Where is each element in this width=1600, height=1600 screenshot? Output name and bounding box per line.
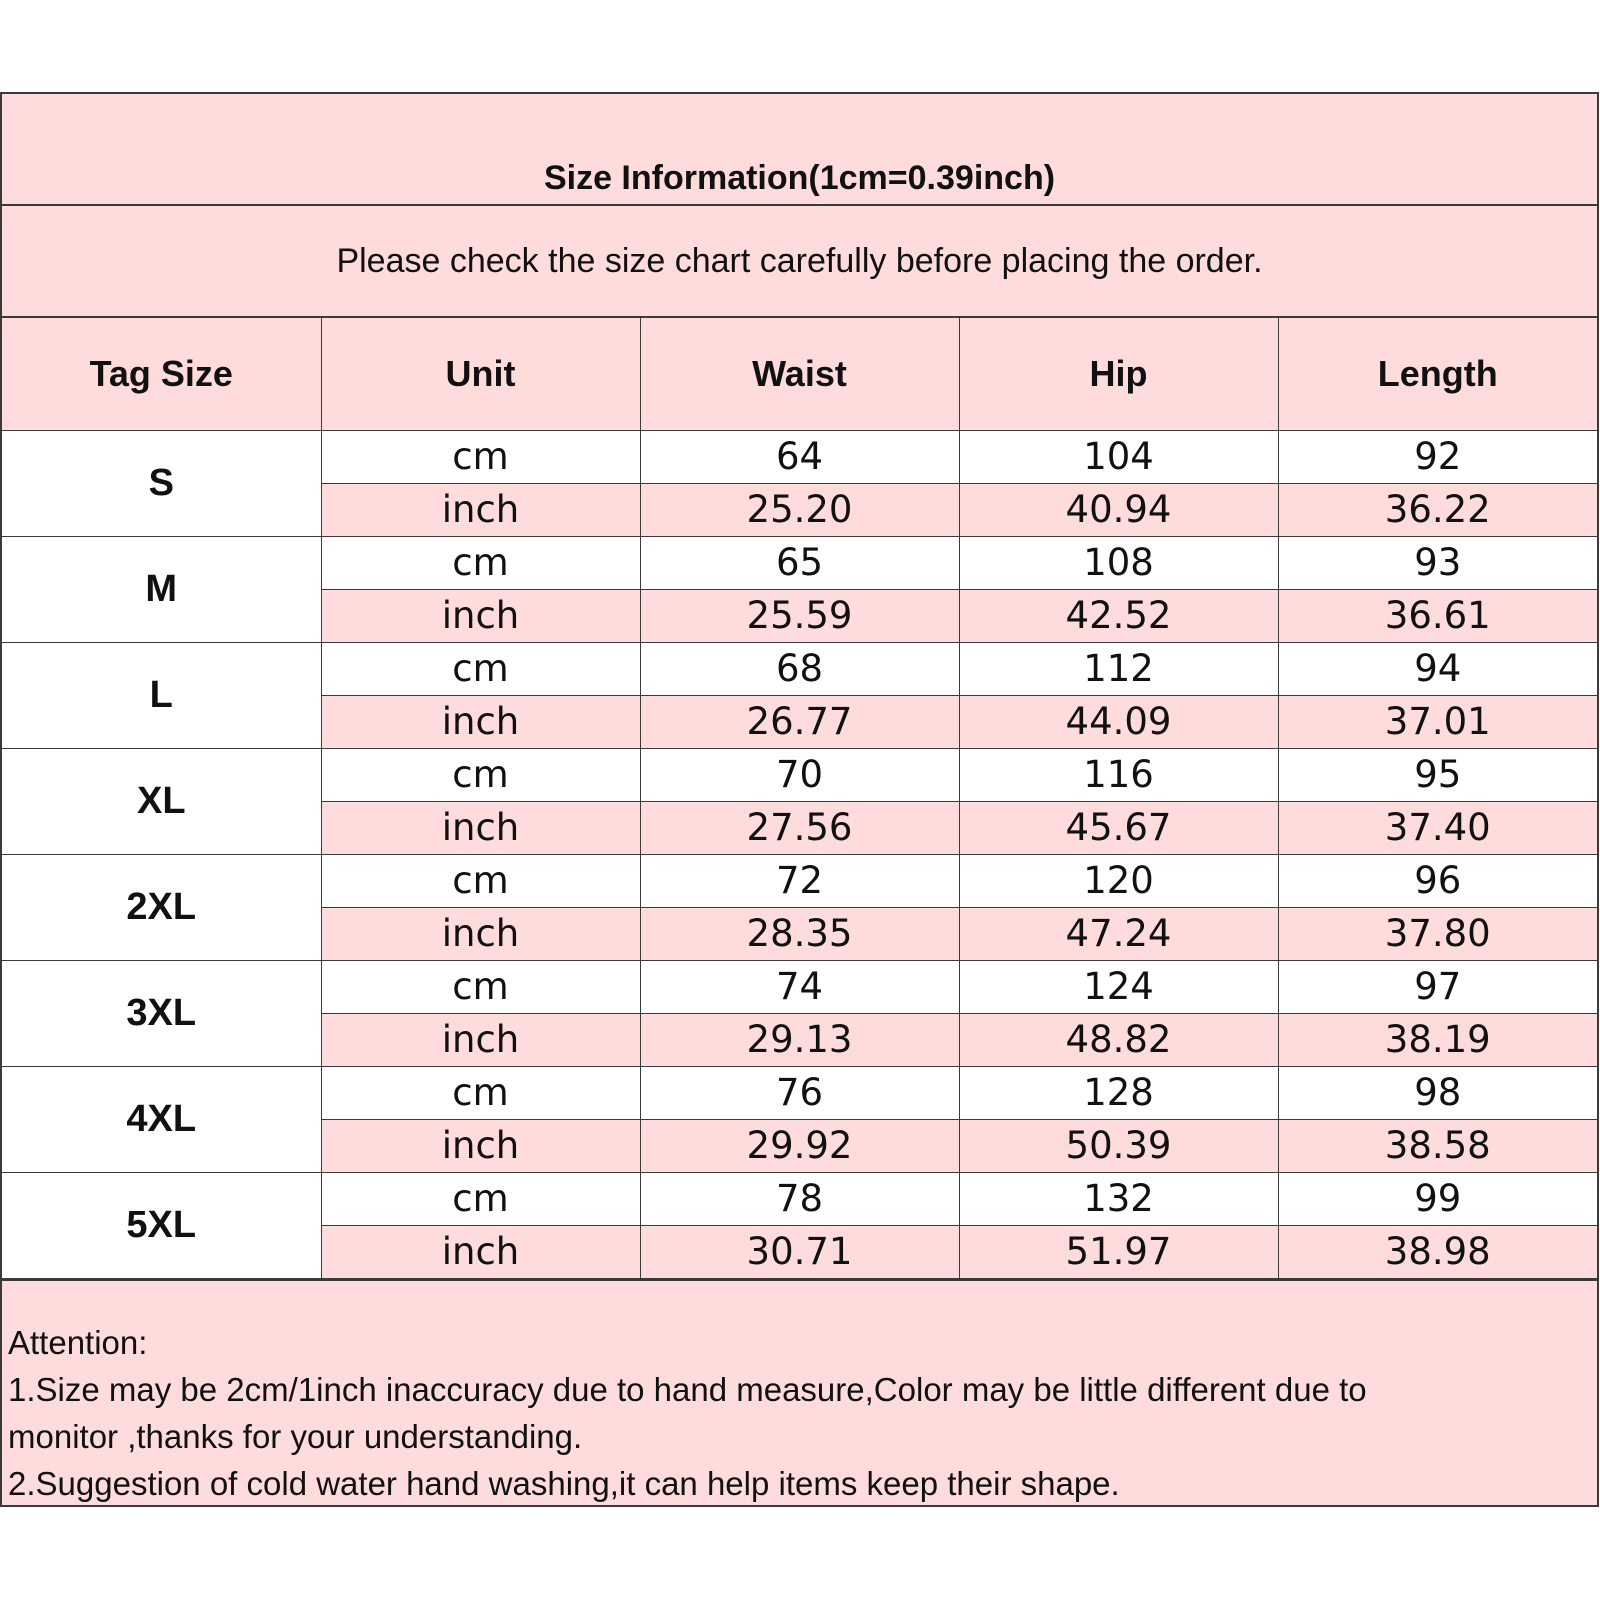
length-cell: 92: [1278, 430, 1597, 483]
hip-cell: 47.24: [959, 907, 1278, 960]
unit-cell: cm: [321, 1066, 640, 1119]
chart-title: Size Information(1cm=0.39inch): [2, 94, 1597, 206]
hip-cell: 104: [959, 430, 1278, 483]
length-cell: 99: [1278, 1172, 1597, 1225]
length-cell: 95: [1278, 748, 1597, 801]
hip-cell: 124: [959, 960, 1278, 1013]
table-row: [2, 1172, 1597, 1225]
attention-notes: [2, 1279, 1597, 1505]
hip-cell: 120: [959, 854, 1278, 907]
table-row: [2, 960, 1597, 1013]
size-chart: [0, 92, 1599, 1507]
length-cell: 37.40: [1278, 801, 1597, 854]
waist-cell: 26.77: [640, 695, 959, 748]
waist-cell: 29.92: [640, 1119, 959, 1172]
waist-cell: 28.35: [640, 907, 959, 960]
unit-cell: inch: [321, 1013, 640, 1066]
waist-cell: 30.71: [640, 1225, 959, 1278]
waist-cell: 78: [640, 1172, 959, 1225]
length-cell: 93: [1278, 536, 1597, 589]
tag-size-cell: 3XL: [2, 960, 321, 1066]
table-row: [2, 642, 1597, 695]
unit-cell: cm: [321, 430, 640, 483]
size-table: [2, 318, 1597, 1279]
table-row: [2, 536, 1597, 589]
unit-cell: inch: [321, 1225, 640, 1278]
hip-cell: 112: [959, 642, 1278, 695]
notes-heading: Attention:: [8, 1323, 148, 1361]
tag-size-cell: 2XL: [2, 854, 321, 960]
unit-cell: inch: [321, 801, 640, 854]
length-cell: 36.22: [1278, 483, 1597, 536]
hip-cell: 128: [959, 1066, 1278, 1119]
unit-cell: cm: [321, 536, 640, 589]
header-hip: Hip: [959, 318, 1278, 430]
chart-subtitle: Please check the size chart carefully before placing the order.: [2, 206, 1597, 318]
waist-cell: 76: [640, 1066, 959, 1119]
header-row: [2, 318, 1597, 430]
tag-size-cell: M: [2, 536, 321, 642]
header-tag-size: Tag Size: [2, 318, 321, 430]
unit-cell: cm: [321, 854, 640, 907]
hip-cell: 48.82: [959, 1013, 1278, 1066]
hip-cell: 116: [959, 748, 1278, 801]
hip-cell: 50.39: [959, 1119, 1278, 1172]
table-row: [2, 430, 1597, 483]
hip-cell: 45.67: [959, 801, 1278, 854]
waist-cell: 72: [640, 854, 959, 907]
hip-cell: 108: [959, 536, 1278, 589]
tag-size-cell: S: [2, 430, 321, 536]
unit-cell: inch: [321, 1119, 640, 1172]
waist-cell: 74: [640, 960, 959, 1013]
tag-size-cell: L: [2, 642, 321, 748]
note-line-1a: 1.Size may be 2cm/1inch inaccuracy due to hand measure,Color may be little different due to: [8, 1370, 1367, 1408]
header-waist: Waist: [640, 318, 959, 430]
length-cell: 97: [1278, 960, 1597, 1013]
hip-cell: 44.09: [959, 695, 1278, 748]
waist-cell: 29.13: [640, 1013, 959, 1066]
unit-cell: cm: [321, 748, 640, 801]
table-row: [2, 854, 1597, 907]
waist-cell: 25.20: [640, 483, 959, 536]
note-line-2: 2.Suggestion of cold water hand washing,it can help items keep their shape.: [8, 1464, 1120, 1502]
table-row: [2, 1066, 1597, 1119]
waist-cell: 65: [640, 536, 959, 589]
unit-cell: cm: [321, 1172, 640, 1225]
length-cell: 37.80: [1278, 907, 1597, 960]
length-cell: 37.01: [1278, 695, 1597, 748]
unit-cell: inch: [321, 907, 640, 960]
unit-cell: inch: [321, 589, 640, 642]
tag-size-cell: 4XL: [2, 1066, 321, 1172]
length-cell: 38.58: [1278, 1119, 1597, 1172]
hip-cell: 132: [959, 1172, 1278, 1225]
waist-cell: 70: [640, 748, 959, 801]
unit-cell: cm: [321, 642, 640, 695]
tag-size-cell: XL: [2, 748, 321, 854]
length-cell: 94: [1278, 642, 1597, 695]
length-cell: 38.19: [1278, 1013, 1597, 1066]
note-line-1b: monitor ,thanks for your understanding.: [8, 1417, 583, 1455]
waist-cell: 68: [640, 642, 959, 695]
size-table-body: [2, 430, 1597, 1278]
table-row: [2, 748, 1597, 801]
unit-cell: inch: [321, 483, 640, 536]
length-cell: 96: [1278, 854, 1597, 907]
tag-size-cell: 5XL: [2, 1172, 321, 1278]
hip-cell: 40.94: [959, 483, 1278, 536]
header-length: Length: [1278, 318, 1597, 430]
waist-cell: 27.56: [640, 801, 959, 854]
header-unit: Unit: [321, 318, 640, 430]
unit-cell: cm: [321, 960, 640, 1013]
unit-cell: inch: [321, 695, 640, 748]
length-cell: 36.61: [1278, 589, 1597, 642]
length-cell: 98: [1278, 1066, 1597, 1119]
length-cell: 38.98: [1278, 1225, 1597, 1278]
hip-cell: 42.52: [959, 589, 1278, 642]
waist-cell: 64: [640, 430, 959, 483]
waist-cell: 25.59: [640, 589, 959, 642]
hip-cell: 51.97: [959, 1225, 1278, 1278]
